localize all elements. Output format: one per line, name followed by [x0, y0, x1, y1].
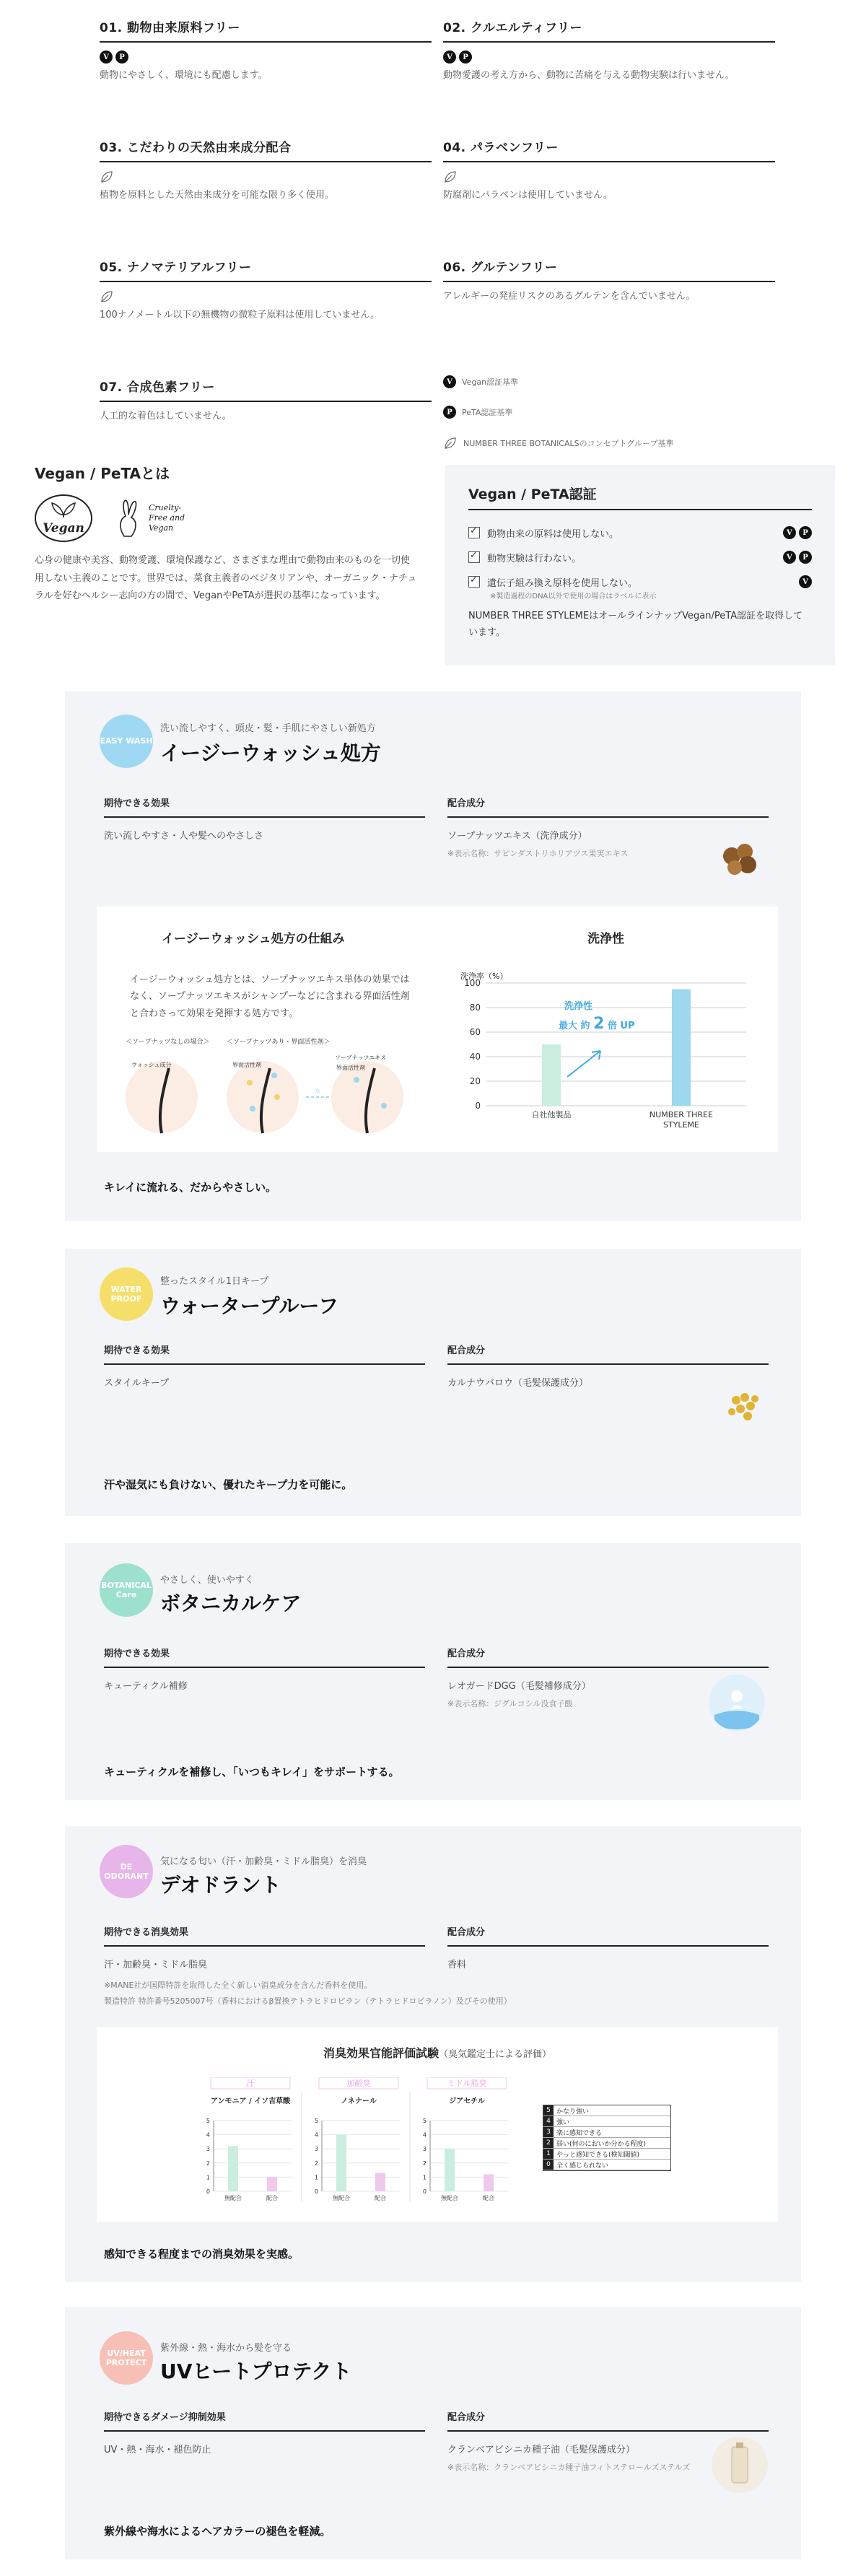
y-tick-label: 20	[469, 1076, 481, 1086]
y-tick-label: 100	[464, 978, 481, 988]
scale-text: 強い	[556, 2118, 570, 2126]
peta-icon: P	[799, 551, 812, 564]
bar	[375, 2173, 385, 2191]
section-title: イージーウォッシュ処方	[160, 741, 381, 765]
y-tick-label: 3	[422, 2146, 427, 2153]
y-tick-label: 5	[422, 2118, 427, 2124]
y-tick-label: 2	[422, 2160, 427, 2167]
diagram-note: 界面活性剤	[232, 1062, 261, 1068]
note-line: 製造特許 特許番号5205007号（香料におけるβ置換テトラヒドロピラン（テトラヒドロピラノン）及びその使用）	[104, 1996, 512, 2006]
vegan-icon: V	[783, 551, 796, 564]
scale-row	[543, 2149, 670, 2160]
section-subtitle: 紫外線・熱・海水から髪を守る	[160, 2343, 292, 2354]
checkbox-icon	[468, 527, 480, 538]
y-tick-label: 1	[314, 2174, 318, 2181]
bar	[672, 990, 691, 1106]
vegan-icon: V	[783, 526, 796, 539]
ingredient-heading: 配合成分	[447, 795, 769, 818]
bunny-icon	[114, 499, 143, 538]
y-tick-label: 4	[422, 2131, 427, 2139]
feature-desc: 植物を原料とした天然由来成分を可能な限り多く使用。	[100, 190, 335, 201]
section-title: UVヒートプロテクト	[160, 2359, 352, 2383]
legend-label: PeTA認証基準	[462, 408, 513, 417]
ingredient-heading: 配合成分	[447, 1924, 769, 1947]
effect-column	[104, 1342, 425, 1389]
cert-title: Vegan / PeTA認証	[468, 484, 812, 510]
ingredient-column	[447, 1342, 769, 1389]
feature-desc: 人工的な着色はしていません。	[100, 411, 232, 422]
cert-label: 遺伝子組み換え原料を使用しない。	[487, 577, 638, 589]
cert-label: 動物実験は行わない。	[487, 553, 582, 564]
y-tick-label: 80	[469, 1003, 481, 1013]
bar	[484, 2174, 494, 2191]
effect-value: UV・熱・海水・褪色防止	[104, 2445, 211, 2455]
icon-legend	[443, 375, 674, 468]
x-tick-label: 無配合	[333, 2195, 350, 2201]
section-subtitle: やさしく、使いやすく	[160, 1575, 254, 1586]
about-vegan-peta	[35, 462, 417, 606]
feature-desc: 動物愛護の考え方から、動物に苦痛を与える動物実験は行いません。	[443, 70, 735, 81]
annotation-value: 最大 約 2 倍 UP	[559, 1015, 635, 1034]
carnauba-wax-image	[714, 1379, 771, 1435]
feature-01	[100, 17, 432, 84]
scale-row	[543, 2105, 670, 2116]
x-tick-label: 配合	[266, 2195, 278, 2201]
y-tick-label: 3	[314, 2146, 318, 2153]
leaf-icon	[443, 170, 458, 184]
abyssinian-oil-image	[712, 2437, 768, 2493]
scale-text: 弱い(何のにおいか分かる程度)	[556, 2140, 647, 2148]
scale-level: 0	[543, 2160, 554, 2170]
y-tick-label: 40	[469, 1052, 481, 1062]
ingredient-value: カルナウバロウ（毛髪保護成分）	[447, 1378, 589, 1389]
soapnut-image	[712, 830, 768, 886]
bar	[267, 2177, 277, 2191]
uv-heat-protect-badge: UV/HEAT PROTECT	[100, 2331, 153, 2385]
peta-logo	[114, 499, 199, 538]
bar	[542, 1044, 561, 1106]
section-easy-wash	[65, 691, 801, 1221]
section-subtitle: 洗い流しやすく、頭皮・髪・手肌にやさしい新処方	[160, 723, 376, 734]
odor-test-title: 消臭効果官能評価試験（臭気鑑定士による評価）	[323, 2046, 552, 2060]
vegan-icon: V	[799, 575, 812, 588]
scale-text: かなり強い	[556, 2108, 590, 2116]
feature-desc: アレルギーの発症リスクのあるグルテンを含んでいません。	[443, 291, 696, 302]
ingredient-value: 香料	[447, 1960, 467, 1970]
mechanism-diagram	[126, 1036, 421, 1145]
feature-title: 06. グルテンフリー	[443, 257, 775, 282]
x-tick-label: 無配合	[224, 2195, 242, 2201]
feature-02	[443, 17, 775, 84]
scale-text: 全く感じられない	[556, 2162, 609, 2170]
x-tick-label: 配合	[375, 2195, 386, 2201]
diagram-label: ＜ソープナッツあり・界面活性剤＞	[227, 1039, 331, 1046]
odor-test-box	[97, 2027, 778, 2222]
panel-label: ミドル脂臭	[447, 2079, 487, 2088]
vegan-icon: V	[443, 375, 456, 388]
y-tick-label: 4	[314, 2131, 318, 2139]
easy-wash-badge: EASY WASH	[100, 715, 153, 768]
effect-heading: 期待できるダメージ抑制効果	[104, 2409, 425, 2432]
y-tick-label: 1	[206, 2174, 210, 2181]
ingredient-value: ソープナッツエキス（洗浄成分）	[447, 831, 587, 842]
feature-07	[100, 377, 432, 424]
section-tagline: 感知できる程度までの消臭効果を実感。	[104, 2248, 299, 2261]
vegan-logo-text: Vegan	[43, 521, 84, 536]
note-line: ※MANE社が国際特許を取得した全く新しい消臭成分を含んだ香料を使用。	[104, 1981, 372, 1990]
y-tick-label: 0	[206, 2188, 210, 2195]
effect-column	[104, 1924, 425, 1970]
y-tick-label: 0	[422, 2188, 427, 2195]
effect-column	[104, 2409, 425, 2455]
cert-panel	[445, 465, 835, 665]
ingredient-heading: 配合成分	[447, 1646, 769, 1668]
diagram-note: ウォッシュ成分	[131, 1062, 172, 1068]
leaf-icon	[443, 436, 458, 450]
effect-heading: 期待できる消臭効果	[104, 1924, 425, 1947]
section-tagline: 汗や湿気にも負けない、優れたキープ力を可能に。	[104, 1478, 353, 1491]
feature-03	[100, 137, 432, 204]
diagram-note: 水	[315, 1088, 320, 1094]
section-water-proof	[65, 1249, 801, 1516]
section-title: ボタニカルケア	[160, 1592, 302, 1615]
cleansing-chart-ylabel: 洗浄率（%）	[460, 972, 508, 981]
feature-06	[443, 257, 775, 305]
botanical-care-badge: BOTANICAL Care	[100, 1563, 153, 1617]
feature-title: 01. 動物由来原料フリー	[100, 17, 432, 43]
sprout-icon	[49, 500, 78, 519]
feature-desc: 防腐剤にパラベンは使用していません。	[443, 190, 613, 201]
vegan-icon: V	[100, 51, 113, 64]
scale-row	[543, 2160, 670, 2170]
section-title: ウォータープルーフ	[160, 1294, 338, 1318]
ingredient-note: ※表示名称：ジグルコシル没食子酸	[447, 1699, 573, 1708]
cert-note: ※製造過程のDNA以外で使用の場合はラベルに表示	[490, 593, 657, 601]
peta-icon: P	[459, 51, 472, 64]
peta-icon: P	[115, 51, 128, 64]
panel-label: 汗	[246, 2079, 255, 2088]
section-title: デオドラント	[160, 1873, 281, 1897]
effect-value: キューティクル補修	[104, 1681, 188, 1692]
feature-desc: 動物にやさしく、環境にも配慮します。	[100, 70, 268, 81]
panel-name: ノネナール	[341, 2097, 377, 2105]
x-tick-label: 配合	[483, 2195, 494, 2201]
x-tick-label: NUMBER THREE	[650, 1110, 713, 1119]
feature-desc: 100ナノメートル以下の無機物の微粒子原料は使用していません。	[100, 310, 380, 320]
feature-title: 03. こだわりの天然由来成分配合	[100, 137, 432, 162]
cert-item	[468, 520, 812, 545]
y-tick-label: 2	[206, 2160, 210, 2167]
peta-icon: P	[799, 526, 812, 539]
section-tagline: キレイに流れる、だからやさしい。	[104, 1181, 277, 1194]
legend-label: Vegan認証基準	[462, 377, 519, 387]
scale-level: 3	[543, 2127, 554, 2137]
cleansing-chart-title: 洗浄性	[587, 932, 624, 946]
feature-04	[443, 137, 775, 204]
section-uv-heat-protect	[65, 2307, 801, 2559]
about-title: Vegan / PeTAとは	[35, 465, 170, 482]
water-proof-badge: WATER PROOF	[100, 1267, 153, 1321]
cert-bottom: NUMBER THREE STYLEMEはオールラインナップVegan/PeTA認証を取得しています。	[468, 611, 803, 639]
scale-row	[543, 2138, 670, 2149]
diagram-note: 界面活性剤	[336, 1065, 365, 1071]
y-tick-label: 1	[422, 2174, 427, 2181]
y-tick-label: 3	[206, 2146, 210, 2153]
diagram-label: ＜ソープナッツなしの場合＞	[126, 1039, 210, 1046]
effect-value: スタイルキープ	[104, 1378, 170, 1389]
section-tagline: 紫外線や海水によるヘアカラーの褪色を軽減。	[104, 2525, 331, 2538]
scale-level: 4	[543, 2116, 554, 2126]
section-botanical-care	[65, 1543, 801, 1800]
effect-heading: 期待できる効果	[104, 795, 425, 818]
panel-label: 加齢臭	[346, 2079, 371, 2088]
scale-level: 5	[543, 2105, 554, 2116]
about-text: 心身の健康や美容、動物愛護、環境保護など、さまざまな理由で動物由来のものを一切使用しない主義のことです。世界では、菜食主義者のベジタリアンや、オーガニック・ナチュラルを好むヘルシー志向の方の間で、VeganやPeTAが選択の基準になっています。	[35, 555, 417, 602]
x-tick-label: 無配合	[441, 2195, 458, 2201]
bar	[228, 2146, 238, 2191]
ingredient-note: ※表示名称：クランベアビシニカ種子油フィトステロールズステルズ	[447, 2463, 691, 2472]
y-tick-label: 60	[469, 1027, 481, 1037]
scale-row	[543, 2116, 670, 2127]
effect-column	[104, 795, 425, 842]
leoguard-image	[709, 1675, 765, 1731]
leaf-icon	[100, 170, 114, 184]
peta-logo-text: Cruelty-Free and Vegan	[149, 502, 185, 533]
leaf-icon	[100, 289, 114, 304]
scale-text: やっと感知できる(検知閾値)	[556, 2151, 640, 2159]
mechanism-text: イージーウォッシュ処方とは、ソープナッツエキス単体の効果ではなく、ソープナッツエキスがシャンプーなどに含まれる界面活性剤と合わさって効果を発揮する処方です。	[130, 974, 410, 1019]
deodorant-notes	[104, 1978, 512, 2009]
checkbox-icon	[468, 551, 480, 563]
cert-item	[468, 545, 812, 569]
ingredient-note: ※表示名称：サピンダストリホリアツス果実エキス	[447, 849, 629, 858]
feature-05	[100, 257, 432, 323]
section-subtitle: 気になる匂い（汗・加齢臭・ミドル脂臭）を消臭	[160, 1856, 367, 1867]
effect-value: 汗・加齢臭・ミドル脂臭	[104, 1960, 208, 1970]
scale-level: 2	[543, 2138, 554, 2148]
increase-arrow	[567, 1051, 600, 1077]
cert-label: 動物由来の原料は使用しない。	[487, 528, 619, 540]
panel-name: ジアセチル	[449, 2097, 485, 2105]
section-tagline: キューティクルを補修し、「いつもキレイ」をサポートする。	[104, 1765, 400, 1778]
y-tick-label: 5	[206, 2118, 210, 2124]
ingredient-value: クランベアビシニカ種子油（毛髪保護成分）	[447, 2445, 636, 2455]
deodorant-badge: DE ODORANT	[100, 1845, 153, 1898]
effect-column	[104, 1646, 425, 1692]
odor-bar-charts	[198, 2077, 537, 2207]
feature-title: 04. パラベンフリー	[443, 137, 775, 162]
ingredient-value: レオガードDGG（毛髪補修成分）	[447, 1681, 591, 1692]
ingredient-column	[447, 1924, 769, 1970]
legend-label: NUMBER THREE BOTANICALSのコンセプトグループ基準	[463, 439, 674, 448]
scale-row	[543, 2127, 670, 2138]
mechanism-title: イージーウォッシュ処方の仕組み	[162, 932, 345, 946]
checkbox-icon	[468, 576, 480, 588]
vegan-logo	[35, 494, 92, 542]
panel-name: アンモニア / イソ吉草酸	[210, 2097, 291, 2105]
bar	[336, 2135, 346, 2191]
x-tick-label: 自社他製品	[531, 1110, 572, 1119]
x-tick-label: STYLEME	[663, 1120, 699, 1130]
y-tick-label: 0	[314, 2188, 318, 2195]
mechanism-box	[97, 907, 778, 1152]
diagram-note: ソープナッツエキス	[335, 1055, 387, 1061]
feature-title: 02. クルエルティフリー	[443, 17, 775, 43]
ingredient-heading: 配合成分	[447, 2409, 769, 2432]
bar	[445, 2149, 455, 2191]
y-tick-label: 2	[314, 2160, 318, 2167]
chart-annotation	[559, 1000, 635, 1036]
scale-level: 1	[543, 2149, 554, 2159]
feature-title: 07. 合成色素フリー	[100, 377, 432, 402]
effect-heading: 期待できる効果	[104, 1646, 425, 1668]
annotation-label: 洗浄性	[564, 1001, 593, 1012]
effect-value: 洗い流しやすさ・人や髪へのやさしさ	[104, 831, 264, 842]
scale-text: 楽に感知できる	[556, 2129, 603, 2137]
feature-title: 05. ナノマテリアルフリー	[100, 257, 432, 282]
section-deodorant	[65, 1826, 801, 2282]
odor-scale-legend	[543, 2105, 671, 2171]
ingredient-heading: 配合成分	[447, 1342, 769, 1365]
y-tick-label: 4	[206, 2131, 210, 2139]
y-tick-label: 5	[314, 2118, 318, 2124]
vegan-icon: V	[443, 51, 456, 64]
y-tick-label: 0	[475, 1101, 481, 1111]
section-subtitle: 整ったスタイル1日キープ	[160, 1276, 269, 1287]
peta-icon: P	[443, 406, 456, 419]
effect-heading: 期待できる効果	[104, 1342, 425, 1365]
